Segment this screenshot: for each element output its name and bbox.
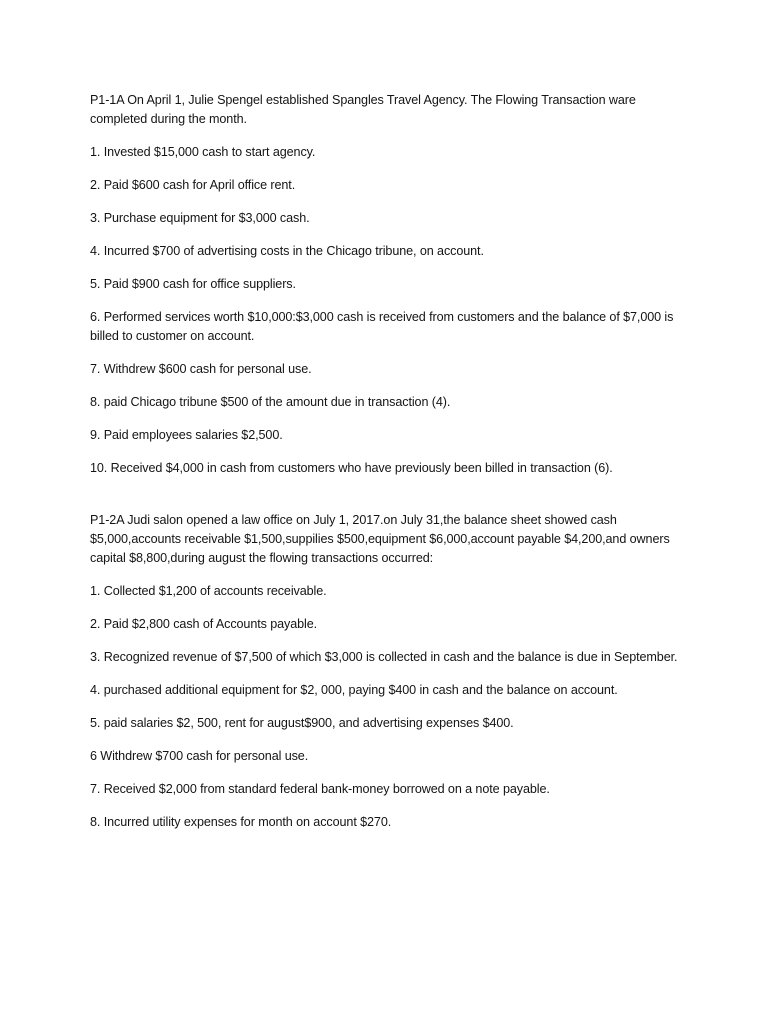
transaction-item: 5. paid salaries $2, 500, rent for august$900, and advertising expenses $400. [90,716,514,730]
transaction-item: 9. Paid employees salaries $2,500. [90,428,283,442]
problem-p1-2a-intro: P1-2A Judi salon opened a law office on July 1, 2017.on July 31,the balance sheet showed cash $5,000,accounts receivable $1,500,suppilies $500,equipment $6,000,account payable $4,200,and owners capital $8,800,during august the flowing transactions occurred: [90,513,670,565]
problem-p1-2a [90,511,690,832]
transaction-item: 10. Received $4,000 in cash from customers who have previously been billed in transaction (6). [90,461,613,475]
transaction-item: 6. Performed services worth $10,000:$3,000 cash is received from customers and the balance of $7,000 is billed to customer on account. [90,310,674,343]
problem-p1-1a [90,91,690,478]
transaction-item: 8. Incurred utility expenses for month on account $270. [90,815,392,829]
transaction-item: 8. paid Chicago tribune $500 of the amount due in transaction (4). [90,395,451,409]
transaction-item: 1. Invested $15,000 cash to start agency. [90,145,316,159]
transaction-item: 4. purchased additional equipment for $2, 000, paying $400 in cash and the balance on account. [90,683,618,697]
transaction-item: 2. Paid $600 cash for April office rent. [90,178,296,192]
document-page [90,91,690,846]
transaction-item: 1. Collected $1,200 of accounts receivable. [90,584,327,598]
transaction-item: 3. Recognized revenue of $7,500 of which $3,000 is collected in cash and the balance is due in September. [90,650,678,664]
transaction-item: 4. Incurred $700 of advertising costs in the Chicago tribune, on account. [90,244,484,258]
transaction-item: 7. Withdrew $600 cash for personal use. [90,362,312,376]
transaction-item: 2. Paid $2,800 cash of Accounts payable. [90,617,318,631]
transaction-item: 7. Received $2,000 from standard federal bank-money borrowed on a note payable. [90,782,550,796]
problem-p1-1a-intro: P1-1A On April 1, Julie Spengel established Spangles Travel Agency. The Flowing Transaction ware completed during the month. [90,93,636,126]
section-spacer [90,492,690,511]
transaction-item: 6 Withdrew $700 cash for personal use. [90,749,309,763]
transaction-item: 3. Purchase equipment for $3,000 cash. [90,211,310,225]
transaction-item: 5. Paid $900 cash for office suppliers. [90,277,296,291]
